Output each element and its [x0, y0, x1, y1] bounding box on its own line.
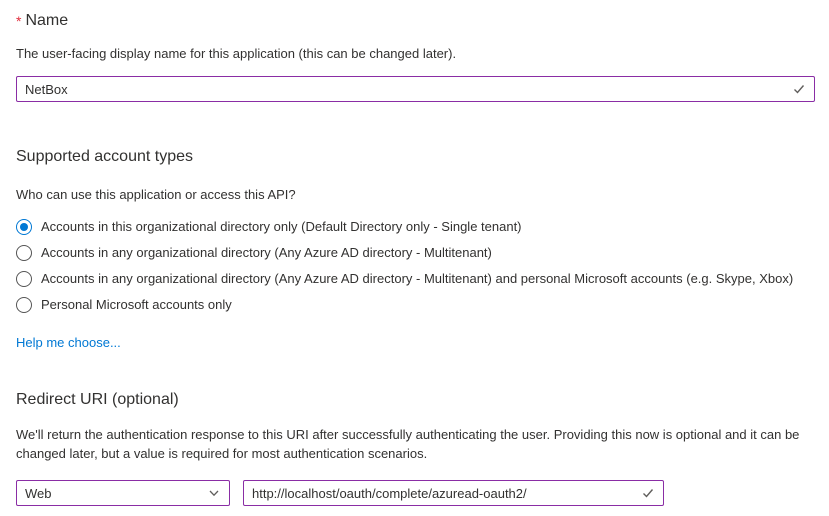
checkmark-icon	[792, 82, 806, 96]
radio-icon	[16, 219, 32, 235]
name-title-text: Name	[25, 12, 69, 29]
redirect-uri-controls	[16, 480, 815, 506]
name-section	[16, 10, 815, 102]
account-types-section	[16, 146, 815, 352]
help-me-choose-link[interactable]: Help me choose...	[16, 335, 121, 350]
platform-select[interactable]	[16, 480, 230, 506]
radio-label: Accounts in any organizational directory (Any Azure AD directory - Multitenant)	[41, 245, 492, 260]
checkmark-icon	[641, 486, 655, 500]
radio-label: Accounts in any organizational directory (Any Azure AD directory - Multitenant) and personal Microsoft accounts (e.g. Skype, Xbox)	[41, 271, 794, 286]
radio-icon	[16, 297, 32, 313]
radio-label: Accounts in this organizational directory only (Default Directory only - Single tenant)	[41, 219, 522, 234]
redirect-uri-input[interactable]	[243, 480, 664, 506]
radio-option-single-tenant[interactable]	[16, 214, 815, 240]
radio-option-multitenant-personal[interactable]	[16, 266, 815, 292]
redirect-uri-title: Redirect URI (optional)	[16, 391, 179, 408]
radio-icon	[16, 271, 32, 287]
radio-icon	[16, 245, 32, 261]
radio-option-multitenant[interactable]	[16, 240, 815, 266]
redirect-uri-section	[16, 389, 815, 506]
name-section-title	[16, 10, 815, 32]
required-marker: *	[16, 13, 22, 29]
name-description: The user-facing display name for this application (this can be changed later).	[16, 46, 457, 61]
name-input-value: NetBox	[25, 81, 68, 97]
name-input[interactable]	[16, 76, 815, 102]
chevron-down-icon	[207, 486, 221, 500]
account-types-title: Supported account types	[16, 148, 194, 165]
account-types-radio-group	[16, 214, 815, 318]
redirect-uri-value: http://localhost/oauth/complete/azuread-oauth2/	[252, 485, 527, 501]
redirect-uri-description: We'll return the authentication response to this URI after successfully authenticating the user. Providing this now is optional and it can be changed later, but a value is required for most authentication scenarios.	[16, 427, 800, 461]
platform-select-value: Web	[25, 485, 52, 501]
radio-label: Personal Microsoft accounts only	[41, 297, 232, 312]
account-types-question: Who can use this application or access this API?	[16, 187, 296, 202]
radio-option-personal-only[interactable]	[16, 292, 815, 318]
